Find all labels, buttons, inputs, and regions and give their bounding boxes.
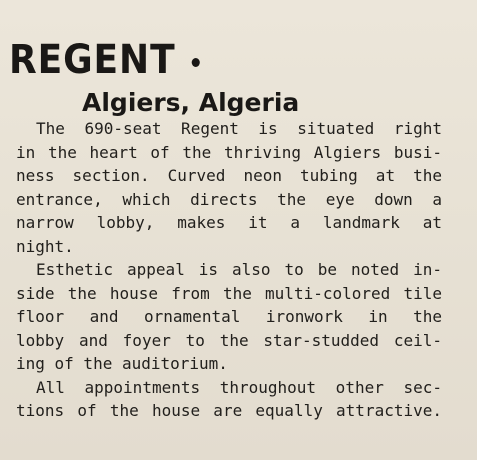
body-line: floor and ornamental ironwork in the [16,307,442,326]
headline-text: REGENT [9,37,176,83]
body-line: entrance, which directs the eye down a [16,189,442,209]
bullet-icon [192,58,200,67]
body-line: tions of the house are equally attractive. [16,401,442,420]
article-headline [9,36,200,84]
body-line: narrow lobby, makes it a landmark at [16,213,442,232]
article-body [16,117,442,423]
body-line: The 690-seat Regent is situated right [36,119,442,138]
body-line: night. [16,236,74,256]
body-line: Esthetic appeal is also to be noted in- [36,260,442,279]
body-line: ing of the auditorium. [16,354,228,373]
body-line: All appointments throughout other sec- [36,377,442,397]
body-line: ness section. Curved neon tubing at the [16,166,442,185]
body-line: side the house from the multi-colored tile [16,283,442,303]
body-line: lobby and foyer to the star-studded ceil- [16,330,442,350]
body-line: in the heart of the thriving Algiers busi- [16,142,442,162]
article-subhead: Algiers, Algeria [82,88,300,117]
